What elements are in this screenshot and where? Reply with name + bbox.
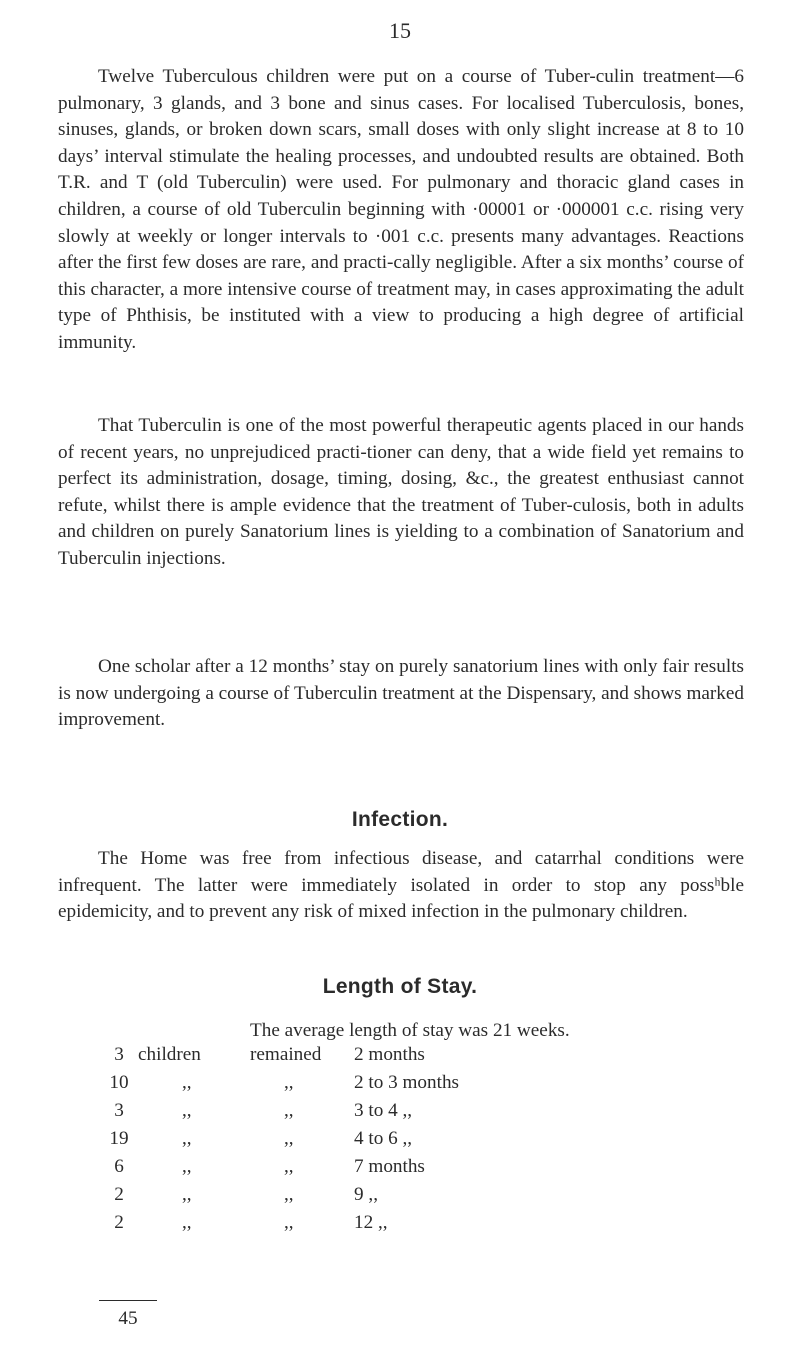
stay-period: 7 months bbox=[354, 1156, 425, 1177]
stay-period: 3 to 4 ,, bbox=[354, 1100, 413, 1121]
stay-verb: ,, bbox=[284, 1184, 294, 1205]
stay-period: 12 ,, bbox=[354, 1212, 388, 1233]
stay-period: 9 ,, bbox=[354, 1184, 378, 1205]
stay-subject: ,, bbox=[182, 1128, 192, 1149]
paragraph-tuberculin-agents: That Tuberculin is one of the most powerful therapeutic agents placed in our hands of recent years, no unprejudiced practi-tioner can deny, that a wide field yet remains to perfect its administration, dosage, timing, dosing, &c., the greatest enthusiast cannot refute, whilst there is ample evidence that the treatment of Tuber-culosis, both in adults and children on purely Sanatorium lines is yielding to a combination of Sanatorium and Tuberculin injections. bbox=[58, 415, 744, 569]
page-number: 15 bbox=[389, 18, 411, 43]
paragraph-tuberculin-course: Twelve Tuberculous children were put on a course of Tuber-culin treatment—6 pulmonary, 3 glands, and 3 bone and sinus cases. For localised Tuberculosis, bones, sinuses, glands, or broken down scars, small doses with only slight increase at 8 to 10 days’ interval stimulate the healing processes, and undoubted results are obtained. Both T.R. and T (old Tuberculin) were used. For pulmonary and thoracic gland cases in children, a course of old Tuberculin beginning with ·00001 or ·000001 c.c. rising very slowly at weekly or longer intervals to ·001 c.c. presents many advantages. Reactions after the first few doses are rare, and practi-cally negligible. After a six months’ course of this character, a more intensive course of treatment may, in cases approximating the adult type of Phthisis, be instituted with a view to producing a high degree of artificial immunity. bbox=[58, 66, 744, 353]
stay-subject: ,, bbox=[182, 1184, 192, 1205]
average-stay-line: The average length of stay was 21 weeks. bbox=[250, 1020, 570, 1041]
stay-count: 2 bbox=[114, 1184, 124, 1205]
stay-verb: ,, bbox=[284, 1072, 294, 1093]
paragraph-scholar-improvement: One scholar after a 12 months’ stay on purely sanatorium lines with only fair results is now undergoing a course of Tuberculin treatment at the Dispensary, and shows marked improvement. bbox=[58, 656, 744, 731]
stay-verb: ,, bbox=[284, 1212, 294, 1233]
total-rule bbox=[99, 1300, 157, 1301]
stay-period: 2 months bbox=[354, 1044, 425, 1065]
stay-count: 19 bbox=[109, 1128, 129, 1149]
length-of-stay-heading: Length of Stay. bbox=[322, 975, 478, 998]
stay-verb: ,, bbox=[284, 1156, 294, 1177]
stay-period: 2 to 3 months bbox=[354, 1072, 460, 1093]
stay-verb: remained bbox=[250, 1044, 322, 1065]
stay-subject: ,, bbox=[182, 1072, 192, 1093]
stay-verb: ,, bbox=[284, 1100, 294, 1121]
stay-period: 4 to 6 ,, bbox=[354, 1128, 413, 1149]
stay-subject: ,, bbox=[182, 1100, 192, 1121]
stay-subject: children bbox=[138, 1044, 201, 1065]
stay-total: 45 bbox=[118, 1308, 138, 1329]
stay-subject: ,, bbox=[182, 1212, 192, 1233]
infection-heading: Infection. bbox=[351, 808, 449, 831]
stay-count: 3 bbox=[114, 1044, 124, 1065]
stay-count: 6 bbox=[114, 1156, 124, 1177]
stay-count: 2 bbox=[114, 1212, 124, 1233]
infection-paragraph: The Home was free from infectious disease, and catarrhal conditions were infrequent. The latter were immediately isolated in order to stop any possʰble epidemicity, and to prevent any risk of mixed infection in the pulmonary children. bbox=[58, 848, 744, 923]
stay-count: 3 bbox=[114, 1100, 124, 1121]
stay-count: 10 bbox=[109, 1072, 129, 1093]
stay-verb: ,, bbox=[284, 1128, 294, 1149]
stay-subject: ,, bbox=[182, 1156, 192, 1177]
